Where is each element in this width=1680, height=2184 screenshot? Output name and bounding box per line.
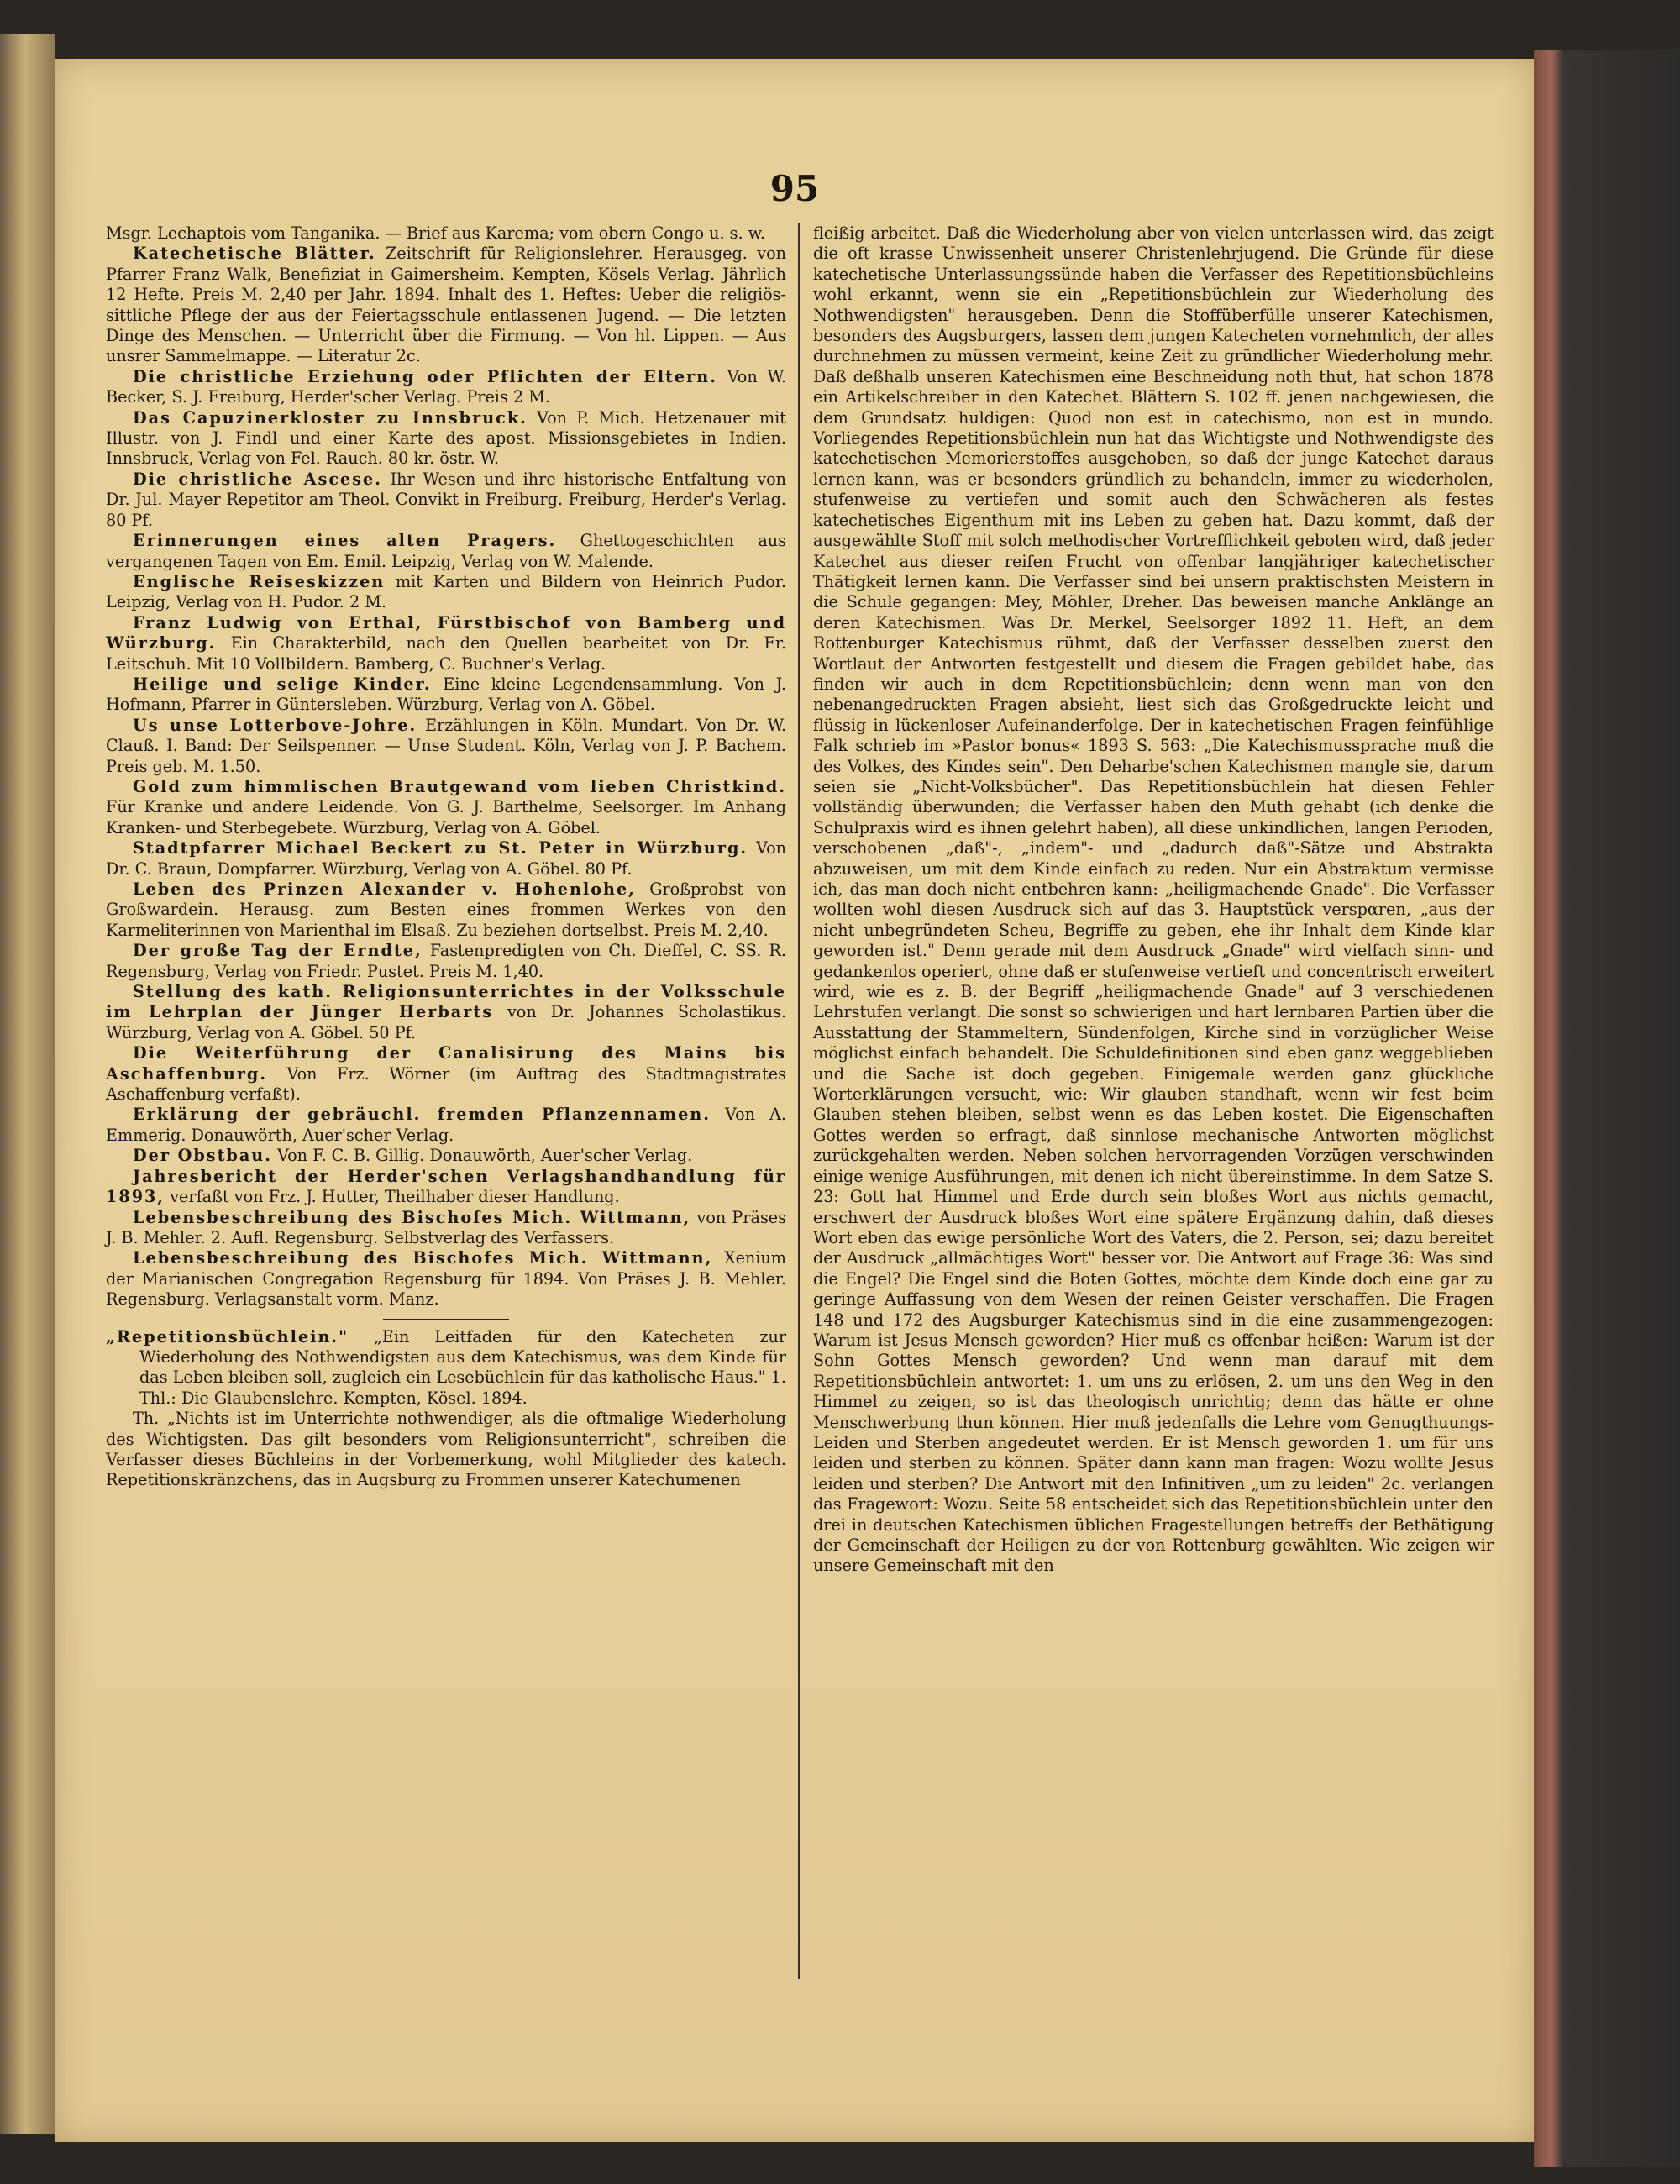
list-item: Stadtpfarrer Michael Beckert zu St. Peter in Würzburg. Von Dr. C. Braun, Dompfarrer. Würzburg, Verlag von A. Göbel. 80 Pf. [106, 838, 786, 879]
list-item: Erinnerungen eines alten Pragers. Ghettogeschichten aus vergangenen Tagen von Em. Emil. Leipzig, Verlag von W. Malende. [106, 531, 786, 571]
list-item: Us unse Lotterbove-Johre. Erzählungen in Köln. Mundart. Von Dr. W. Clauß. I. Band: Der Seilspenner. — Unse Student. Köln, Verlag von J. P. Bachem. Preis geb. M. 1.50. [106, 715, 786, 776]
review-paragraph-continued: fleißig arbeitet. Daß die Wiederholung aber von vielen unterlassen wird, das zeigt die oft krasse Unwissenheit unserer Christenlehrjugend. Die Gründe für diese katechetische Unterlassungssünde haben die Verfasser des Repetitionsbüchleins wohl erkannt, wenn sie ein „Repetitionsbüchlein zur Wiederholung des Nothwendigsten" herausgeben. Denn die Stoffüberfülle unserer Katechismen, besonders des Augsburgers, lassen dem jungen Katecheten vornehmlich, der alles durchnehmen zu müssen vermeint, keine Zeit zu gründlicher Wiederholung mehr. Daß deßhalb unseren Katechismen eine Beschneidung noth thut, hat schon 1878 ein Artikelschreiber in den Katechet. Blättern S. 102 ff. jenen nachgewiesen, die dem Grundsatz huldigen: Quod non est in catechismo, non est in mundo. Vorliegendes Repetitionsbüchlein nun hat das Wichtigste und Nothwendigste des katechetischen Memorierstoffes ausgehoben, so daß der junge Katechet daraus lernen kann, was er besonders gründlich zu behandeln, immer zu wiederholen, stufenweise zu vertiefen und somit auch den Schwächeren als festes katechetisches Eigenthum mit ins Leben zu geben hat. Dazu kommt, daß der ausgewählte Stoff mit solch methodischer Vortrefflichkeit geboten wird, daß jeder Katechet aus dieser reifen Frucht von offenbar langjähriger katechetischer Thätigkeit lernen kann. Die Verfasser sind bei unsern praktischsten Meistern in die Schule gegangen: Mey, Möhler, Dreher. Das beweisen manche Anklänge an deren Katechismen. Was Dr. Merkel, Seelsorger 1892 11. Heft, an dem Rottenburger Katechismus rühmt, daß der Verfasser desselben zuerst den Wortlaut der Antworten festgestellt und diesem die Fragen gebildet habe, das finden wir auch in dem Repetitionsbüchlein; denn wenn man von den nebenangedruckten Fragen absieht, liest sich das Großgedruckte leicht und flüssig in lückenloser Aufeinanderfolge. Der in katechetischen Fragen feinfühlige Falk schrieb im »Pastor bonus« 1893 S. 563: „Die Katechismussprache muß die des Volkes, des Kindes sein". Den Deharbe'schen Katechismen mangle sie, darum seien sie „Nicht-Volksbücher". Das Repetitionsbüchlein hat diesen Fehler vollständig überwunden; die Verfasser haben den Muth gehabt (ich denke die Schulpraxis wird es ihnen gelehrt haben), all diese unkindlichen, langen Perioden, verschobenen „daß"-, „indem"- und „dadurch daß"-Sätze und Abstrakta abzuweisen, um mit dem Kinde einfach zu reden. Nur ein Abstraktum vermisse ich, das man doch nicht entbehren kann: „heiligmachende Gnade". Die Verfasser wollten wohl diesen Ausdruck sich auf das 3. Hauptstück verspαren, „aus der nicht unbegründeten Scheu, Begriffe zu geben, ehe ihr Inhalt dem Kinde klar geworden ist." Denn gerade mit dem Ausdruck „Gnade" wird vielfach sinn- und gedankenlos operiert, ohne daß er stufenweise vertieft und concentrisch erweitert wird, wie es z. B. der Begriff „heiligmachende Gnade" auf 3 verschiedenen Lehrstufen verlangt. Die sonst so schwierigen und hart lernbaren Partien über die Ausstattung der Stammeltern, Sündenfolgen, Kirche sind in vorzüglicher Weise möglichst einfach behandelt. Die Schuldefinitionen sind eben ganz weggeblieben und die Sache ist doch gegeben. Einigemale werden ganz glückliche Worterklärungen versucht, wie: Wir glauben standhaft, wenn wir fest beim Glauben stehen bleiben, selbst wenn es das Leben kostet. Die Eigenschaften Gottes werden so erfragt, daß sinnlose mechanische Antworten möglichst zurückgehalten werden. Neben solchen hervorragenden Vorzügen verschwinden einige wenige Ausführungen, mit denen ich nicht übereinstimme. In dem Satze S. 23: Gott hat Himmel und Erde durch sein bloßes Wort aus nichts gemacht, erschwert der Ausdruck bloßes Wort eine spätere Ergänzung dahin, daß dieses Wort eben das ewige persönliche Wort des Vaters, die 2. Person, sei; dazu bereitet der Ausdruck „allmächtiges Wort" besser vor. Die Antwort auf Frage 36: Was sind die Engel? Die Engel sind die Boten Gottes, möchte dem Kinde doch eine gar zu geringe Auffassung von dem Wesen der reinen Geister verschaffen. Die Fragen 148 und 172 des Augsburger Katechismus sind in die eine zusammengezogen: Warum ist Jesus Mensch geworden? Hier muß es offenbar heißen: Warum ist der Sohn Gottes Mensch geworden? Und wenn man darauf mit dem Repetitionsbüchlein antwortet: 1. um uns zu erlösen, 2. um uns den Weg in den Himmel zu zeigen, so ist das theologisch unrichtig; denn das hätte er ohne Menschwerbung thun können. Hier muß jedenfalls die Lehre vom Genugthuungs-Leiden und Sterben angedeutet werden. Er ist Mensch geworden 1. um für uns leiden und sterben zu können. Später dann kann man fragen: Wozu wollte Jesus leiden und sterben? Die Antwort mit den Infinitiven „um zu leiden" 2c. verlangen das Fragewort: Wozu. Seite 58 entscheidet sich das Repetitionsbüchlein unter den drei in deutschen Katechismen üblichen Fragestellungen betreffs der Bethätigung der Gemeinschaft der Heiligen zu der von Rottenburg gewählten. Wie zeigen wir unsere Gemeinschaft mit den [813, 223, 1494, 1576]
list-item: Msgr. Lechaptois vom Tanganika. — Brief aus Karema; vom obern Congo u. s. w. [106, 223, 765, 243]
right-column [813, 223, 1494, 1577]
list-item: Die christliche Erziehung oder Pflichten der Eltern. Von W. Becker, S. J. Freiburg, Herder'scher Verlag. Preis 2 M. [106, 366, 786, 407]
list-item: Die Weiterführung der Canalisirung des Mains bis Aschaffenburg. Von Frz. Wörner (im Auftrag des Stadtmagistrates Aschaffenburg verfaßt). [106, 1043, 786, 1105]
list-item: Lebensbeschreibung des Bischofes Mich. Wittmann, Xenium der Marianischen Congregation Regensburg für 1894. Von Präses J. B. Mehler. Regensburg. Verlagsanstalt vorm. Manz. [106, 1248, 786, 1310]
review-heading: „Repetitionsbüchlein." „Ein Leitfaden für den Katecheten zur Wiederholung des Nothwendigsten aus dem Katechismus, was dem Kinde für das Leben bleiben soll, zugleich ein Lesebüchlein für das katholische Haus." 1. Thl.: Die Glaubenslehre. Kempten, Kösel. 1894. [106, 1326, 787, 1408]
list-item: Englische Reiseskizzen mit Karten und Bildern von Heinrich Pudor. Leipzig, Verlag von H. Pudor. 2 M. [106, 571, 786, 612]
list-item: Erklärung der gebräuchl. fremden Pflanzennamen. Von A. Emmerig. Donauwörth, Auer'scher Verlag. [106, 1105, 786, 1145]
list-item: Der Obstbau. Von F. C. B. Gillig. Donauwörth, Auer'scher Verlag. [133, 1146, 693, 1166]
column-divider [798, 223, 800, 1979]
list-item: Leben des Prinzen Alexander v. Hohenlohe, Großprobst von Großwardein. Herausg. zum Besten eines frommen Werkes von den Karmeliterinnen von Marienthal im Elsaß. Zu beziehen dortselbst. Preis M. 2,40. [106, 879, 786, 940]
list-item: Lebensbeschreibung des Bischofes Mich. Wittmann, von Präses J. B. Mehler. 2. Aufl. Regensburg. Selbstverlag des Verfassers. [106, 1207, 786, 1247]
list-item: Franz Ludwig von Erthal, Fürstbischof von Bamberg und Würzburg. Ein Charakterbild, nach den Quellen bearbeitet von Dr. Fr. Leitschuh. Mit 10 Vollbildern. Bamberg, C. Buchner's Verlag. [106, 612, 786, 674]
section-divider [383, 1319, 509, 1320]
list-item: Katechetische Blätter. Zeitschrift für Religionslehrer. Herausgeg. von Pfarrer Franz Walk, Benefiziat in Gaimersheim. Kempten, Kösels Verlag. Jährlich 12 Hefte. Preis M. 2,40 per Jahr. 1894. Inhalt des 1. Heftes: Ueber die religiös-sittliche Pflege der aus der Feiertagsschule entlassenen Jugend. — Die letzten Dinge des Menschen. — Unterricht über die Firmung. — Von hl. Lippen. — Aus unsrer Sammelmappe. — Literatur 2c. [106, 244, 786, 366]
list-item: Das Capuzinerkloster zu Innsbruck. Von P. Mich. Hetzenauer mit Illustr. von J. Findl und einer Karte des apost. Missionsgebietes in Indien. Innsbruck, Verlag von Fel. Rauch. 80 kr. östr. W. [106, 407, 786, 469]
left-column [106, 223, 786, 1491]
list-item: Gold zum himmlischen Brautgewand vom lieben Christkind. Für Kranke und andere Leidende. Von G. J. Barthelme, Seelsorger. Im Anhang Kranken- und Sterbegebete. Würzburg, Verlag von A. Göbel. [106, 776, 786, 837]
page-number: 95 [769, 168, 820, 209]
list-item: Stellung des kath. Religionsunterrichtes in der Volksschule im Lehrplan der Jünger Herbarts von Dr. Johannes Scholastikus. Würzburg, Verlag von A. Göbel. 50 Pf. [106, 982, 786, 1042]
left-page-edge [0, 34, 55, 2134]
review-paragraph-start: Th. „Nichts ist im Unterrichte nothwendiger, als die oftmalige Wiederholung des Wichtigsten. Das gilt besonders vom Religionsunterricht", schreiben die Verfasser dieses Büchleins in der Vorbemerkung, wohl Mitglieder des katech. Repetitionskränzchens, das in Augsburg zu Frommen unserer Katechumenen [106, 1409, 786, 1490]
list-item: Heilige und selige Kinder. Eine kleine Legendensammlung. Von J. Hofmann, Pfarrer in Güntersleben. Würzburg, Verlag von A. Göbel. [106, 674, 786, 715]
book-page [55, 59, 1534, 2142]
list-item: Jahresbericht der Herder'schen Verlagshandhandlung für 1893, verfaßt von Frz. J. Hutter, Theilhaber dieser Handlung. [106, 1166, 786, 1207]
book-cover-edge [1534, 50, 1680, 2167]
list-item: Die christliche Ascese. Ihr Wesen und ihre historische Entfaltung von Dr. Jul. Mayer Repetitor am Theol. Convikt in Freiburg. Freiburg, Herder's Verlag. 80 Pf. [106, 469, 786, 530]
list-item: Der große Tag der Erndte, Fastenpredigten von Ch. Dieffel, C. SS. R. Regensburg, Verlag von Friedr. Pustet. Preis M. 1,40. [106, 941, 786, 981]
